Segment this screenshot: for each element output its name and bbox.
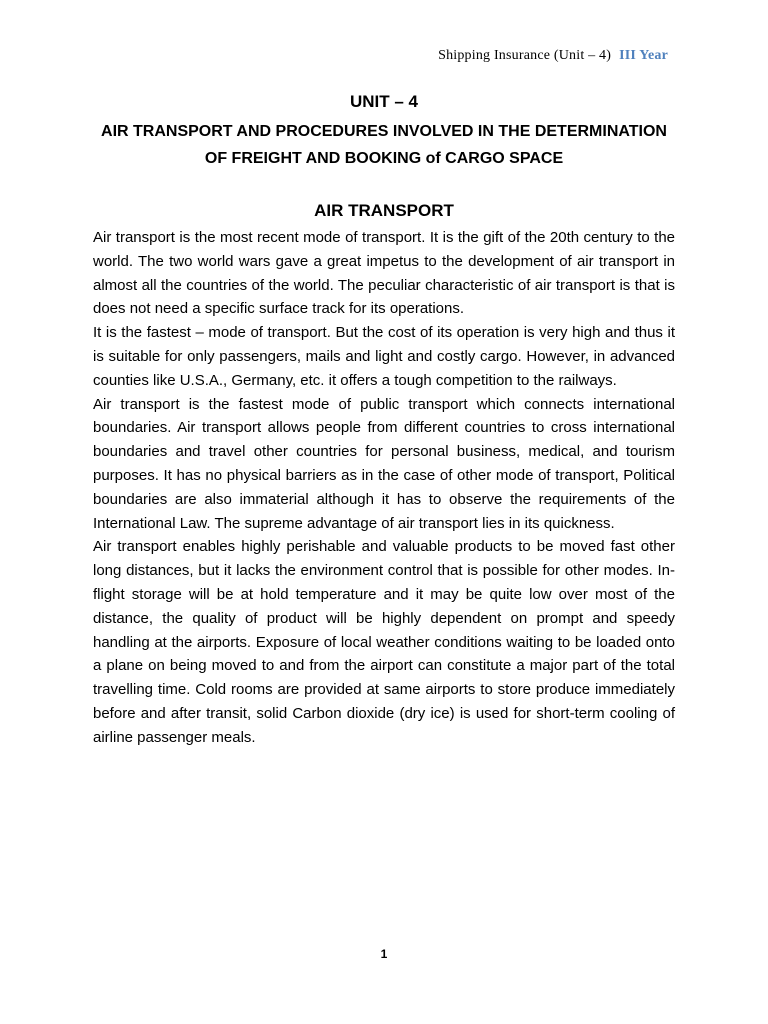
unit-title: UNIT – 4 [349, 92, 419, 111]
header-year: III Year [619, 48, 668, 63]
page-number: 1 [380, 947, 388, 961]
main-title: AIR TRANSPORT AND PROCEDURES INVOLVED IN THE DETERMINATION OF FREIGHT AND BOOKING of CARGO SPACE [101, 123, 667, 167]
body-text [93, 226, 675, 750]
paragraph-2: It is the fastest – mode of transport. But the cost of its operation is very high and thus it is suitable for only passengers, mails and light and costly cargo. However, in advanced counties like U.S.A., Germany, etc. it offers a tough competition to the railways. [93, 324, 675, 389]
paragraph-4: Air transport enables highly perishable and valuable products to be moved fast other long distances, but it lacks the environment control that is possible for other modes. In-flight storage will be at hold temperature and it may be quite low over most of the distance, the quality of product will be highly dependent on prompt and speedy handling at the airports. Exposure of local weather conditions waiting to be loaded onto a plane on being moved to and from the airport can constitute a major part of the total travelling time. Cold rooms are provided at same airports to store produce immediately before and after transit, solid Carbon dioxide (dry ice) is used for short-term cooling of airline passenger meals. [93, 538, 675, 746]
header-course-title: Shipping Insurance (Unit – 4) [438, 48, 612, 63]
paragraph-1: Air transport is the most recent mode of transport. It is the gift of the 20th century to the world. The two world wars gave a great impetus to the development of air transport in almost all the countries of the world. The peculiar characteristic of air transport is that is does not need a specific surface track for its operations. [93, 229, 675, 318]
section-title: AIR TRANSPORT [314, 201, 454, 220]
running-header [438, 48, 668, 64]
paragraph-3: Air transport is the fastest mode of public transport which connects international boundaries. Air transport allows people from different countries to cross international boundaries and travel other countries for personal business, medical, and tourism purposes. It has no physical barriers as in the case of other mode of transport, Political boundaries are also immaterial although it has to observe the requirements of the International Law. The supreme advantage of air transport lies in its quickness. [93, 395, 675, 532]
